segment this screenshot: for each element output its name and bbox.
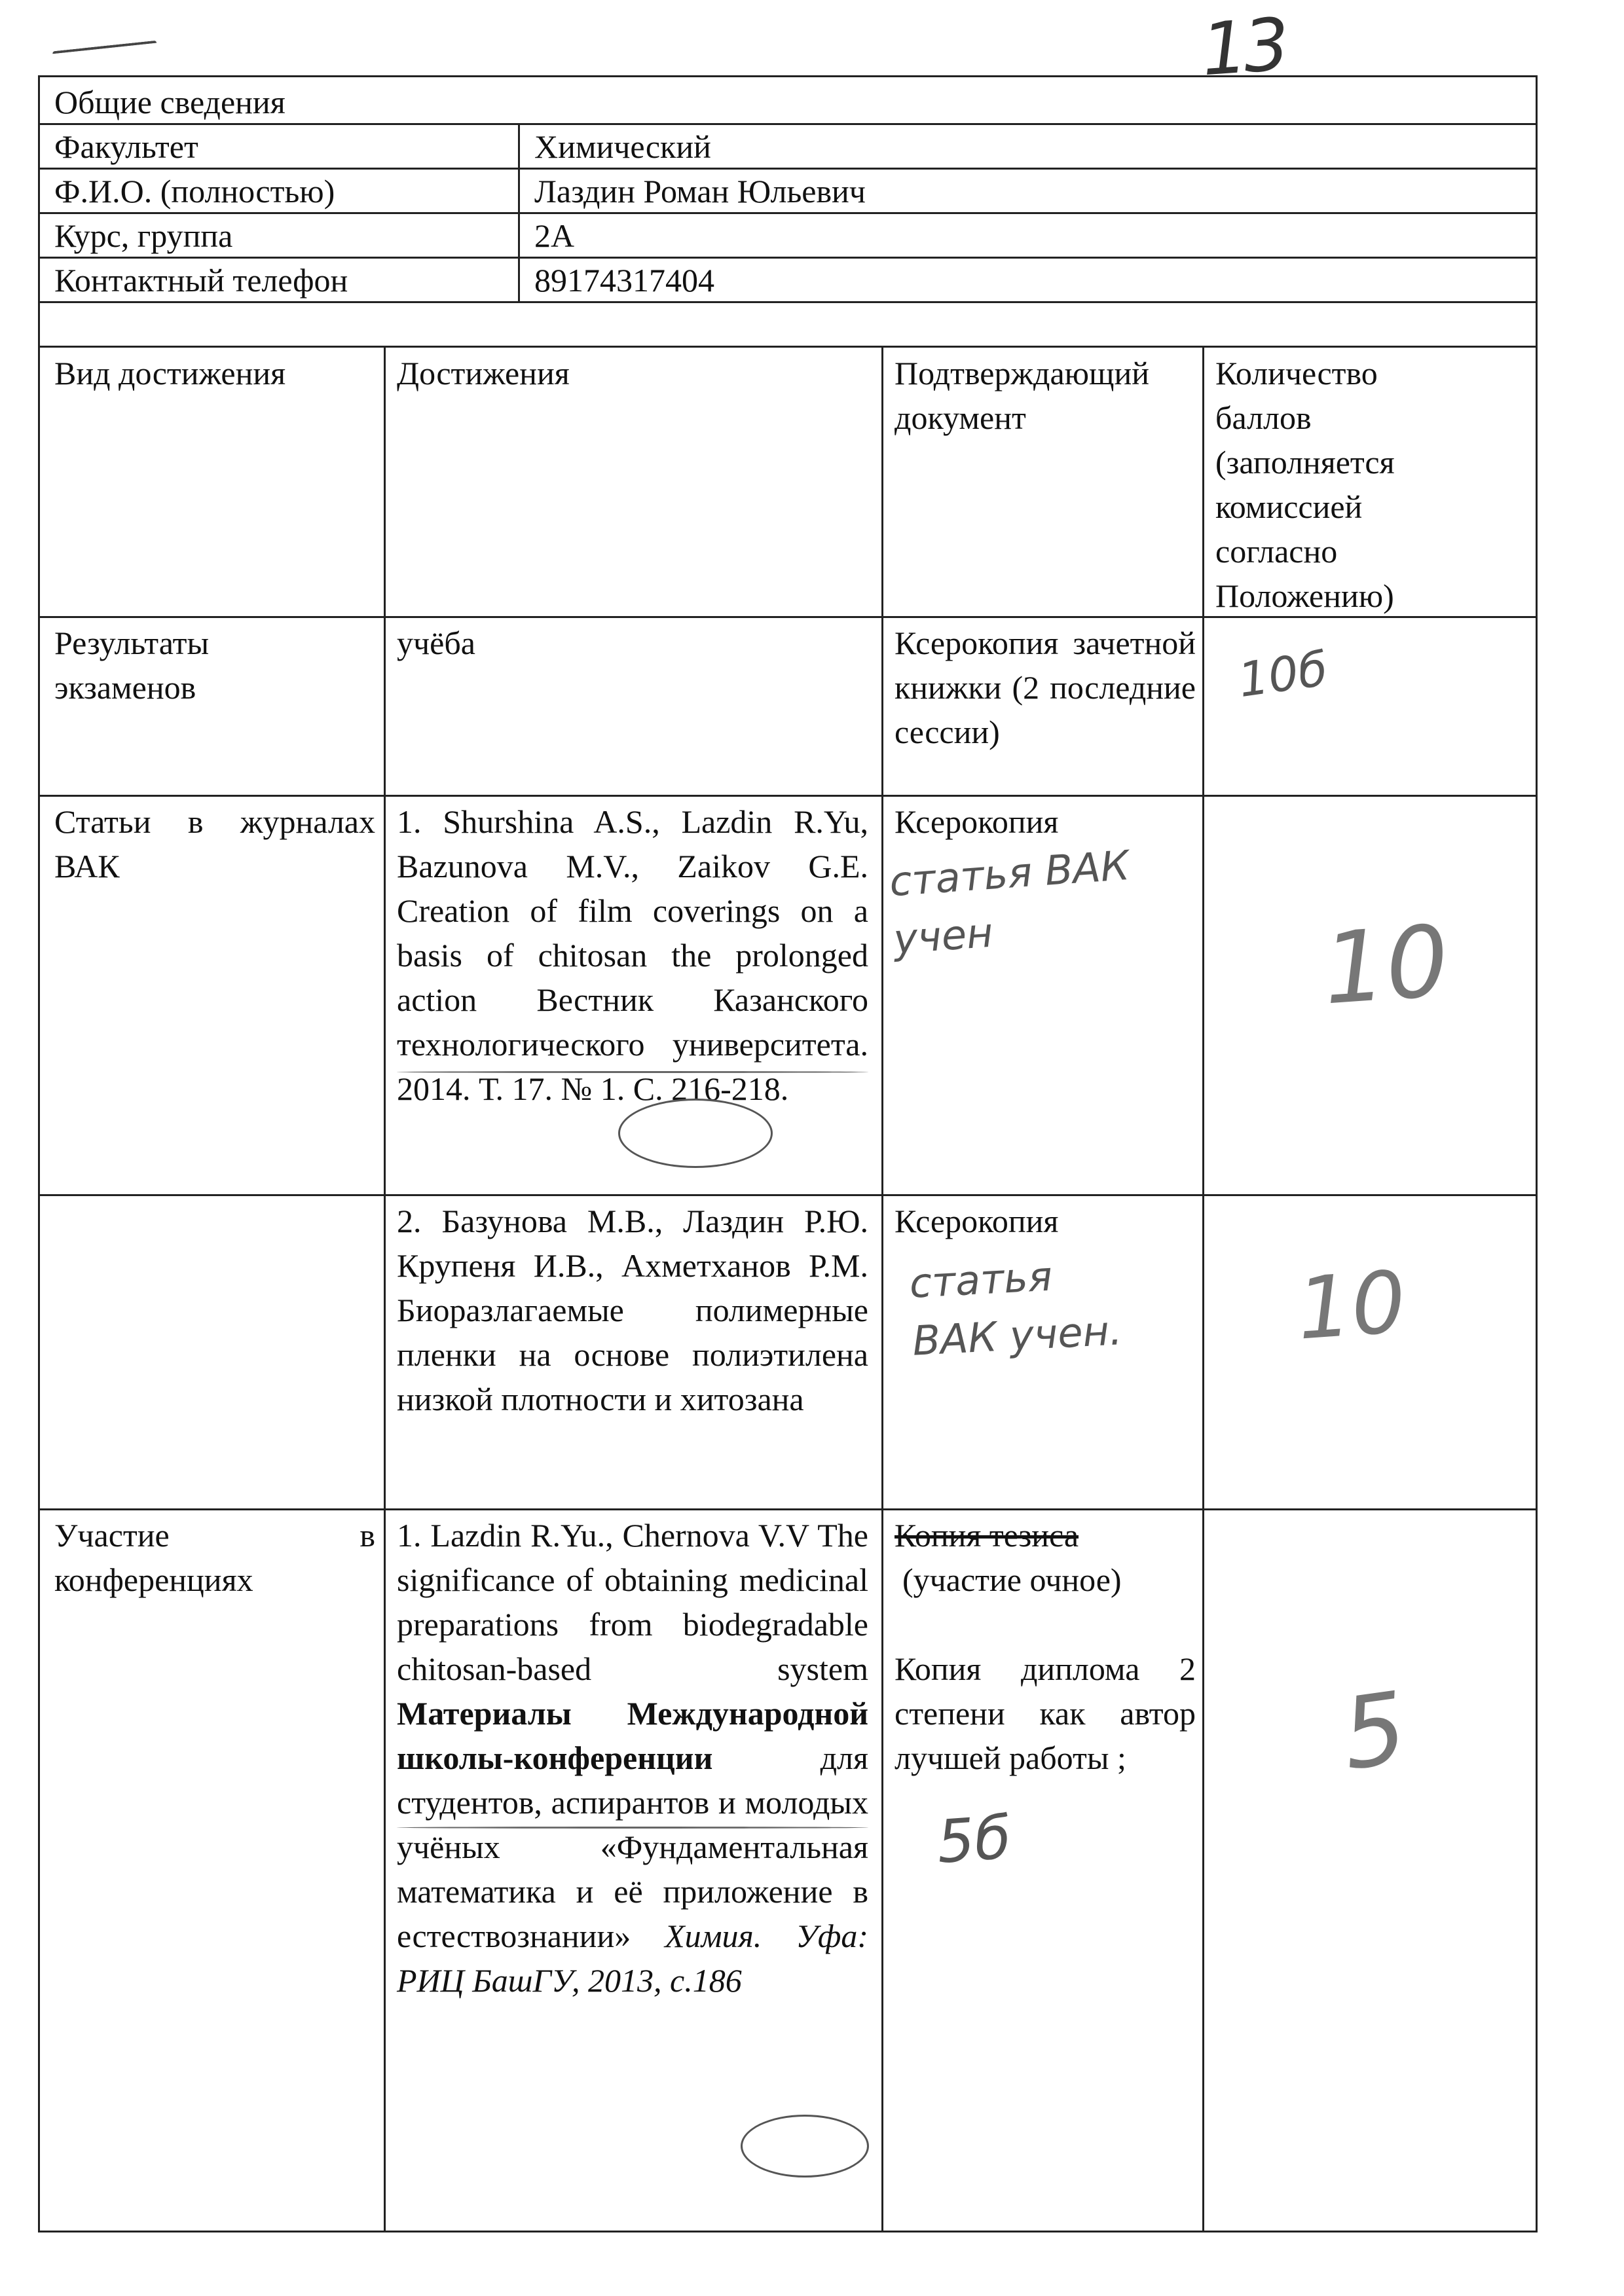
divider xyxy=(40,616,1538,618)
row-vak1-handwritten-note: статья ВАК учен xyxy=(887,841,1131,964)
row-vak2-achievement: 2. Базунова М.В., Лаздин Р.Ю. Крупеня И.В., Ахметханов Р.М. Биоразлагаемые полимерные пленки на основе полиэтилена низкой плотности и хитозана xyxy=(397,1203,868,1417)
row-conf-score: 5 xyxy=(1335,1671,1414,1793)
header-document: Подтверждающий документ xyxy=(895,355,1150,436)
row-vak1-type: Статьи в журналах ВАК xyxy=(54,803,375,884)
handwritten-circle xyxy=(618,1099,773,1168)
faculty-label: Факультет xyxy=(54,128,198,165)
divider xyxy=(40,1194,1538,1196)
header-achievement: Достижения xyxy=(397,355,570,392)
row-conf-document xyxy=(895,1513,1196,1780)
row-exams-document: Ксерокопия зачетной книжки (2 последние сессии) xyxy=(895,625,1196,750)
conf-achievement-main: 1. Lazdin R.Yu., Chernova V.V The significance of obtaining medicinal preparations from biodegradable chitosan-based system xyxy=(397,1517,868,1687)
fullname-value: Лаздин Роман Юльевич xyxy=(534,173,866,210)
row-exams-achievement: учёба xyxy=(397,625,475,661)
row-conf-achievement xyxy=(397,1513,868,2003)
form-sheet xyxy=(38,75,1538,2232)
header-type: Вид достижения xyxy=(54,355,286,392)
handwritten-underline xyxy=(397,1827,868,1829)
divider xyxy=(1202,346,1204,2232)
handwritten-underline xyxy=(397,1071,868,1073)
conf-document-struck: Копия тезиса xyxy=(895,1517,1079,1554)
divider xyxy=(40,123,1538,125)
row-vak1-document: Ксерокопия xyxy=(895,803,1059,840)
row-vak1-score: 10 xyxy=(1320,904,1452,1027)
fullname-label: Ф.И.О. (полностью) xyxy=(54,173,335,210)
divider xyxy=(40,795,1538,797)
divider xyxy=(881,346,883,2232)
row-vak2-handwritten-note: статья ВАК учен. xyxy=(908,1252,1124,1365)
staple-mark xyxy=(52,41,157,60)
divider xyxy=(40,212,1538,214)
row-exams-type: Результаты экзаменов xyxy=(54,625,210,706)
row-vak1-achievement: 1. Shurshina A.S., Lazdin R.Yu, Bazunova M.V., Zaikov G.E. Creation of film coverings on a basis of chitosan the prolonged action Вестник Казанского технологического университета. 2014. Т. 17. № 1. С. 216-218. xyxy=(397,803,868,1107)
row-conf-type: Участие в конференциях xyxy=(54,1517,375,1598)
phone-value: 89174317404 xyxy=(534,262,714,299)
conf-achievement-rest: для студентов, аспирантов и молодых учёных «Фундаментальная математика и её приложение в естествознании» xyxy=(397,1740,868,1954)
faculty-value: Химический xyxy=(534,128,711,165)
divider xyxy=(384,346,386,2232)
course-value: 2А xyxy=(534,217,575,254)
phone-label: Контактный телефон xyxy=(54,262,348,299)
course-label: Курс, группа xyxy=(54,217,233,254)
general-title: Общие сведения xyxy=(54,84,286,120)
conf-achievement-italic: Химия. Уфа: РИЦ БашГУ, 2013, с.186 xyxy=(397,1918,868,1999)
handwritten-circle xyxy=(741,2115,869,2178)
row-conf-handwritten-note: 5б xyxy=(934,1803,1014,1877)
divider xyxy=(40,1508,1538,1510)
header-score: Количество баллов (заполняется комиссией согласно Положению) xyxy=(1215,355,1395,614)
divider xyxy=(518,123,520,301)
row-vak2-score: 10 xyxy=(1293,1252,1409,1359)
row-vak2-document: Ксерокопия xyxy=(895,1203,1059,1239)
divider xyxy=(40,301,1538,303)
conf-document-note: (участие очное) xyxy=(902,1561,1122,1598)
divider xyxy=(40,346,1538,348)
row-exams-score: 10б xyxy=(1234,640,1331,708)
conf-achievement-bold: Материалы Международной школы-конференции xyxy=(397,1695,868,1776)
conf-document-extra: Копия диплома 2 степени как автор лучшей работы ; xyxy=(895,1650,1196,1776)
page-number: 13 xyxy=(1198,2,1289,92)
